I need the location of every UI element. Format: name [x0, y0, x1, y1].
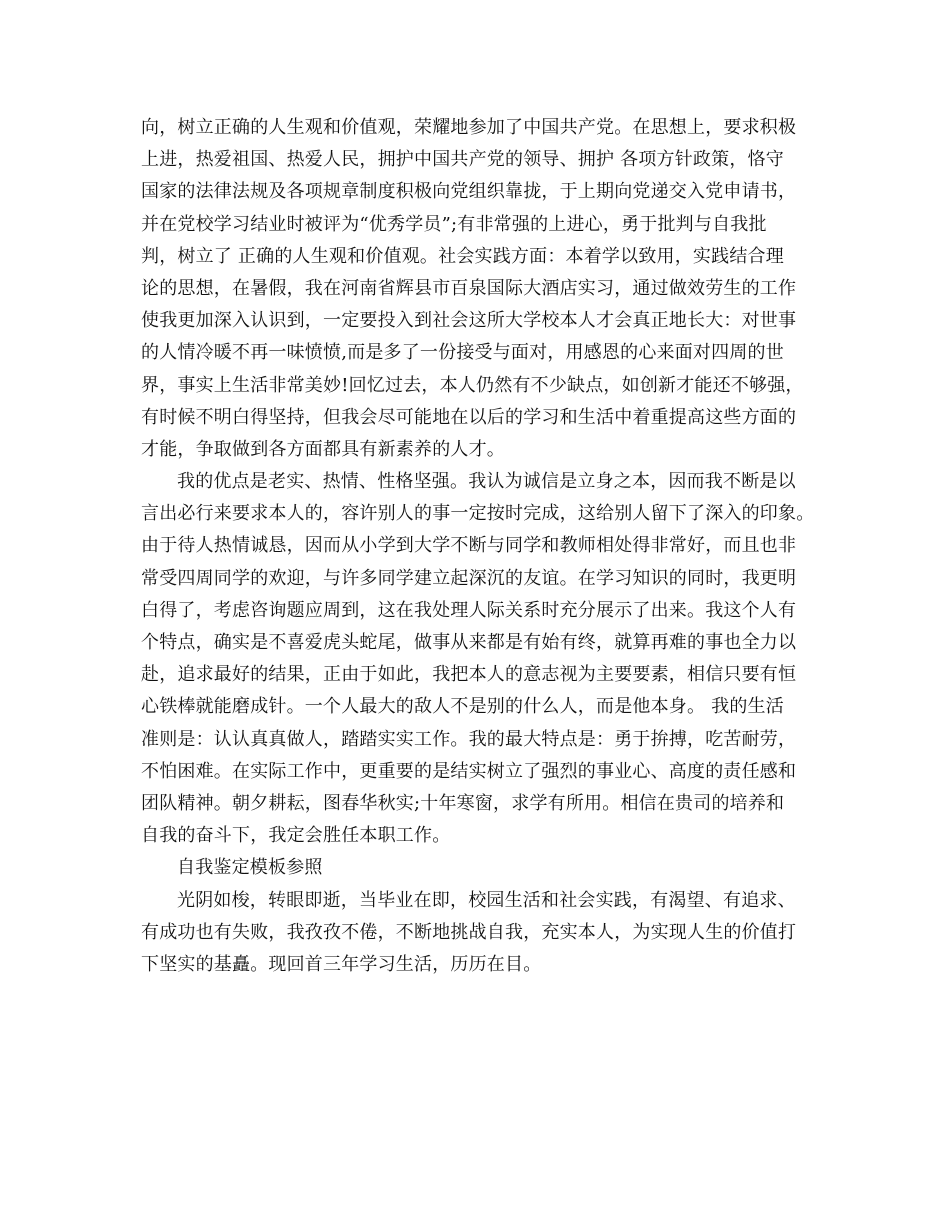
text-line: 自我的奋斗下，我定会胜任本职工作。 — [141, 825, 451, 847]
text-line: 才能，争取做到各方面都具有新素养的人才。 — [141, 438, 505, 460]
text-line: 有成功也有失败，我孜孜不倦，不断地挑战自我，充实本人，为实现人生的价值打 — [141, 921, 797, 943]
text-line: 光阴如梭，转眼即逝，当毕业在即，校园生活和社会实践，有渴望、有追求、 — [177, 889, 796, 911]
paragraph-3 — [141, 852, 823, 884]
paragraph-2 — [141, 466, 823, 852]
text-line: 并在党校学习结业时被评为“优秀学员”;有非常强的上进心，勇于批判与自我批 — [141, 213, 767, 235]
paragraph-1 — [141, 112, 823, 466]
text-line: 言出必行来要求本人的，容许别人的事一定按时完成，这给别人留下了深入的印象。 — [141, 503, 815, 525]
text-line: 个特点，确实是不喜爱虎头蛇尾，做事从来都是有始有终，就算再难的事也全力以 — [141, 632, 797, 653]
text-line: 界，事实上生活非常美妙!回忆过去，本人仍然有不少缺点，如创新才能还不够强， — [141, 374, 804, 396]
text-line: 白得了，考虑咨询题应周到，这在我处理人际关系时充分展示了出来。我这个人有 — [141, 599, 797, 621]
document-page — [141, 112, 823, 981]
text-line: 判，树立了 正确的人生观和价值观。社会实践方面：本着学以致用，实践结合理 — [141, 245, 784, 267]
text-line: 赴，追求最好的结果，正由于如此，我把本人的意志视为主要要素，相信只要有恒 — [141, 664, 797, 686]
text-line: 论的思想，在暑假，我在河南省辉县市百泉国际大酒店实习，通过做效劳生的工作 — [141, 277, 797, 299]
text-line: 有时候不明白得坚持，但我会尽可能地在以后的学习和生活中着重提高这些方面的 — [141, 406, 797, 428]
text-line: 我的优点是老实、热情、性格坚强。我认为诚信是立身之本，因而我不断是以 — [177, 471, 796, 493]
text-line: 向，树立正确的人生观和价值观，荣耀地参加了中国共产党。在思想上，要求积极 — [141, 117, 797, 138]
section-heading: 自我鉴定模板参照 — [177, 857, 323, 879]
text-line: 团队精神。朝夕耕耘，图春华秋实;十年寒窗，求学有所用。相信在贵司的培养和 — [141, 792, 785, 814]
text-line: 由于待人热情诚恳，因而从小学到大学不断与同学和教师相处得非常好，而且也非 — [141, 535, 797, 557]
text-line: 国家的法律法规及各项规章制度积极向党组织靠拢，于上期向党递交入党申请书， — [141, 181, 797, 203]
text-line: 准则是：认认真真做人，踏踏实实工作。我的最大特点是：勇于拚搏，吃苦耐劳， — [141, 728, 797, 750]
paragraph-4 — [141, 885, 823, 982]
text-line: 使我更加深入认识到，一定要投入到社会这所大学校本人才会真正地长大：对世事 — [141, 310, 797, 332]
text-line: 的人情冷暖不再一味愤愤,而是多了一份接受与面对，用感恩的心来面对四周的世 — [141, 342, 784, 364]
text-line: 不怕困难。在实际工作中，更重要的是结实树立了强烈的事业心、高度的责任感和 — [141, 760, 797, 782]
text-line: 常受四周同学的欢迎，与许多同学建立起深沉的友谊。在学习知识的同时，我更明 — [141, 567, 797, 589]
text-line: 上进，热爱祖国、热爱人民，拥护中国共产党的领导、拥护 各项方针政策，恪守 — [141, 149, 784, 171]
text-line: 心铁棒就能磨成针。一个人最大的敌人不是别的什么人，而是他本身。 我的生活 — [141, 696, 784, 718]
text-line: 下坚实的基矗。现回首三年学习生活，历历在目。 — [141, 953, 542, 975]
